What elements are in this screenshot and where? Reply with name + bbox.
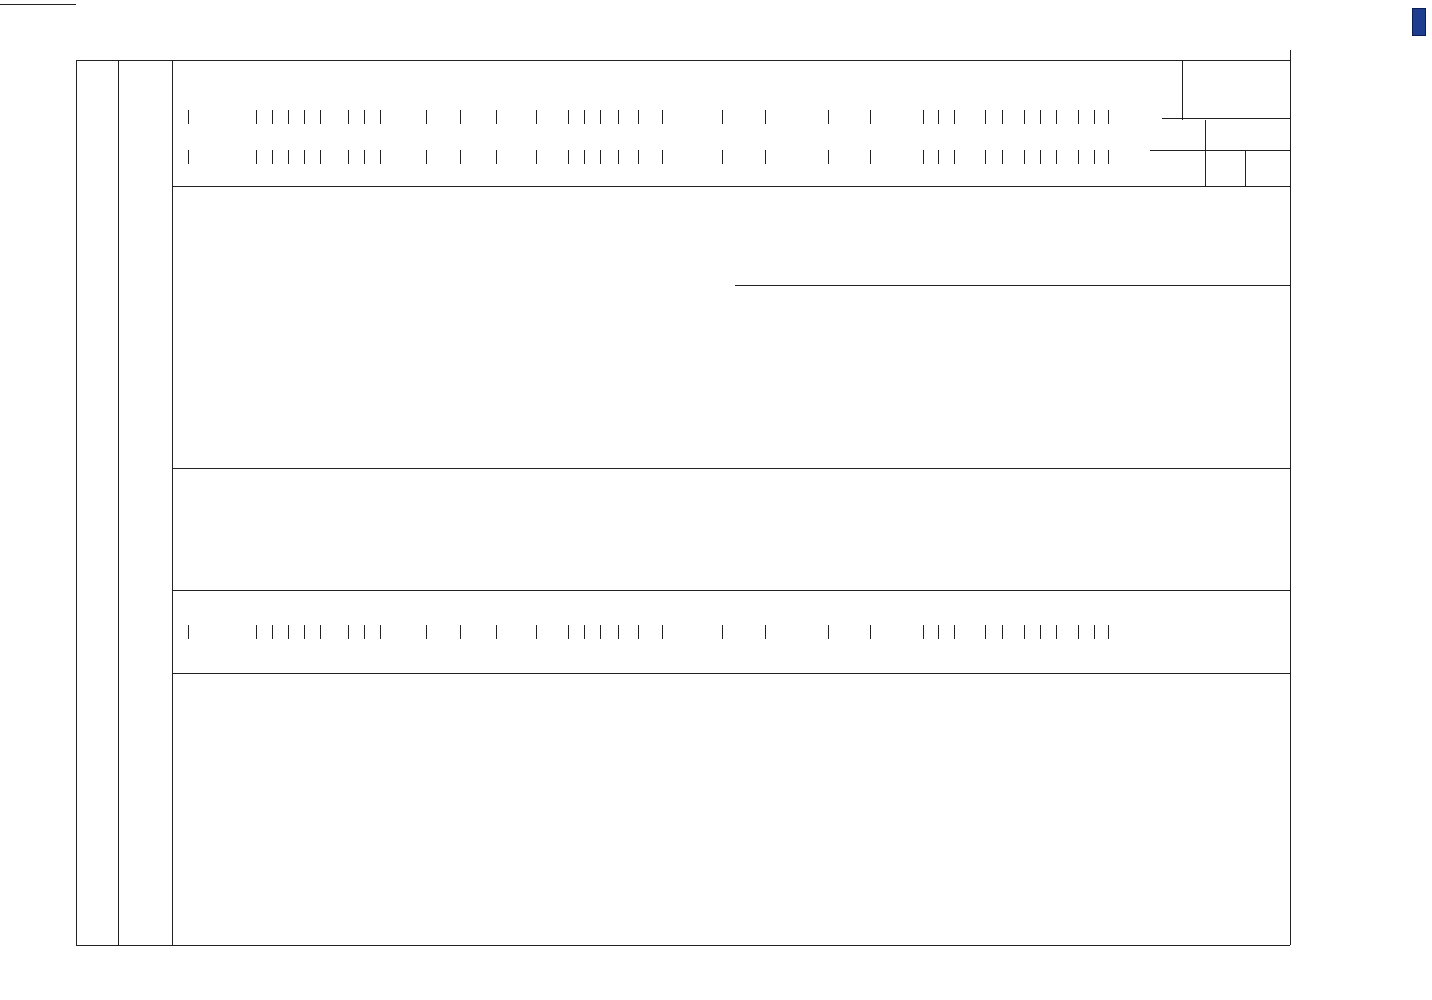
dash-mark bbox=[256, 110, 257, 124]
rule-line bbox=[172, 468, 1290, 469]
dash-mark bbox=[1108, 150, 1109, 164]
rule-line bbox=[1290, 50, 1291, 945]
rule-line bbox=[0, 4, 76, 5]
rule-line bbox=[76, 60, 1290, 61]
dash-mark bbox=[256, 625, 257, 639]
dash-mark bbox=[320, 625, 321, 639]
dash-mark bbox=[288, 110, 289, 124]
dash-mark bbox=[1040, 150, 1041, 164]
rule-line bbox=[172, 186, 1290, 187]
dash-mark bbox=[923, 150, 924, 164]
dash-mark bbox=[426, 625, 427, 639]
dash-mark bbox=[954, 625, 955, 639]
dash-mark bbox=[380, 150, 381, 164]
dash-mark bbox=[460, 625, 461, 639]
dash-mark bbox=[1024, 110, 1025, 124]
dash-mark bbox=[568, 625, 569, 639]
dash-mark bbox=[256, 150, 257, 164]
dash-mark bbox=[1040, 110, 1041, 124]
dash-mark bbox=[938, 110, 939, 124]
dash-mark bbox=[870, 150, 871, 164]
dash-mark bbox=[188, 150, 189, 164]
dash-mark bbox=[496, 625, 497, 639]
dash-mark bbox=[364, 625, 365, 639]
dash-mark bbox=[1024, 625, 1025, 639]
dash-mark bbox=[765, 110, 766, 124]
rule-line bbox=[172, 590, 1290, 591]
dash-mark bbox=[536, 110, 537, 124]
dash-mark bbox=[923, 625, 924, 639]
dash-mark bbox=[460, 110, 461, 124]
dash-mark bbox=[380, 625, 381, 639]
dash-mark bbox=[985, 150, 986, 164]
rule-line bbox=[1245, 150, 1246, 186]
dash-mark bbox=[348, 150, 349, 164]
dash-mark bbox=[1056, 110, 1057, 124]
rule-line bbox=[76, 60, 77, 945]
dash-mark bbox=[1094, 150, 1095, 164]
dash-mark bbox=[1094, 110, 1095, 124]
dash-mark bbox=[938, 150, 939, 164]
dash-mark bbox=[662, 150, 663, 164]
dash-mark bbox=[568, 150, 569, 164]
dash-mark bbox=[364, 150, 365, 164]
dash-mark bbox=[1002, 625, 1003, 639]
dash-mark bbox=[765, 625, 766, 639]
rule-line bbox=[1182, 60, 1183, 120]
dash-mark bbox=[304, 110, 305, 124]
dash-mark bbox=[1078, 110, 1079, 124]
dash-mark bbox=[380, 110, 381, 124]
dash-mark bbox=[348, 625, 349, 639]
dash-mark bbox=[320, 150, 321, 164]
dash-mark bbox=[618, 625, 619, 639]
dash-mark bbox=[496, 110, 497, 124]
rule-line bbox=[76, 945, 1290, 946]
dash-mark bbox=[496, 150, 497, 164]
dash-mark bbox=[923, 110, 924, 124]
dash-mark bbox=[272, 110, 273, 124]
dash-mark bbox=[765, 150, 766, 164]
dash-mark bbox=[618, 150, 619, 164]
dash-mark bbox=[828, 110, 829, 124]
dash-mark bbox=[638, 625, 639, 639]
dfg-logo bbox=[1412, 8, 1426, 36]
dash-mark bbox=[662, 110, 663, 124]
dash-mark bbox=[1094, 625, 1095, 639]
dash-mark bbox=[426, 110, 427, 124]
dash-mark bbox=[722, 625, 723, 639]
dash-mark bbox=[1108, 625, 1109, 639]
dash-mark bbox=[954, 150, 955, 164]
rule-line bbox=[1150, 150, 1290, 151]
dash-mark bbox=[828, 625, 829, 639]
dash-mark bbox=[584, 110, 585, 124]
dash-mark bbox=[348, 110, 349, 124]
dash-mark bbox=[304, 150, 305, 164]
dash-mark bbox=[320, 110, 321, 124]
dash-mark bbox=[584, 150, 585, 164]
dash-mark bbox=[1024, 150, 1025, 164]
dash-mark bbox=[638, 150, 639, 164]
dash-mark bbox=[1056, 150, 1057, 164]
dash-mark bbox=[985, 110, 986, 124]
dash-mark bbox=[460, 150, 461, 164]
rule-line bbox=[1205, 120, 1206, 186]
dash-mark bbox=[828, 150, 829, 164]
dash-mark bbox=[954, 110, 955, 124]
dash-mark bbox=[1078, 150, 1079, 164]
dash-mark bbox=[288, 625, 289, 639]
dash-mark bbox=[600, 625, 601, 639]
dash-mark bbox=[536, 625, 537, 639]
dash-mark bbox=[870, 110, 871, 124]
rule-line bbox=[118, 60, 119, 945]
rule-line bbox=[735, 285, 1290, 286]
dash-mark bbox=[600, 110, 601, 124]
rule-line bbox=[172, 60, 173, 945]
dash-mark bbox=[870, 625, 871, 639]
dash-mark bbox=[1040, 625, 1041, 639]
dash-mark bbox=[1056, 625, 1057, 639]
dash-mark bbox=[272, 150, 273, 164]
dash-mark bbox=[188, 625, 189, 639]
dash-mark bbox=[938, 625, 939, 639]
rule-line bbox=[172, 673, 1290, 674]
dash-mark bbox=[536, 150, 537, 164]
dash-mark bbox=[662, 625, 663, 639]
dash-mark bbox=[188, 110, 189, 124]
dash-mark bbox=[600, 150, 601, 164]
dash-mark bbox=[722, 110, 723, 124]
dash-mark bbox=[1108, 110, 1109, 124]
dash-mark bbox=[722, 150, 723, 164]
dash-mark bbox=[304, 625, 305, 639]
dash-mark bbox=[1002, 150, 1003, 164]
dash-mark bbox=[1078, 625, 1079, 639]
dash-mark bbox=[985, 625, 986, 639]
dash-mark bbox=[272, 625, 273, 639]
dash-mark bbox=[1002, 110, 1003, 124]
dash-mark bbox=[568, 110, 569, 124]
dash-mark bbox=[288, 150, 289, 164]
dash-mark bbox=[584, 625, 585, 639]
dash-mark bbox=[618, 110, 619, 124]
dash-mark bbox=[426, 150, 427, 164]
dash-mark bbox=[638, 110, 639, 124]
dash-mark bbox=[364, 110, 365, 124]
